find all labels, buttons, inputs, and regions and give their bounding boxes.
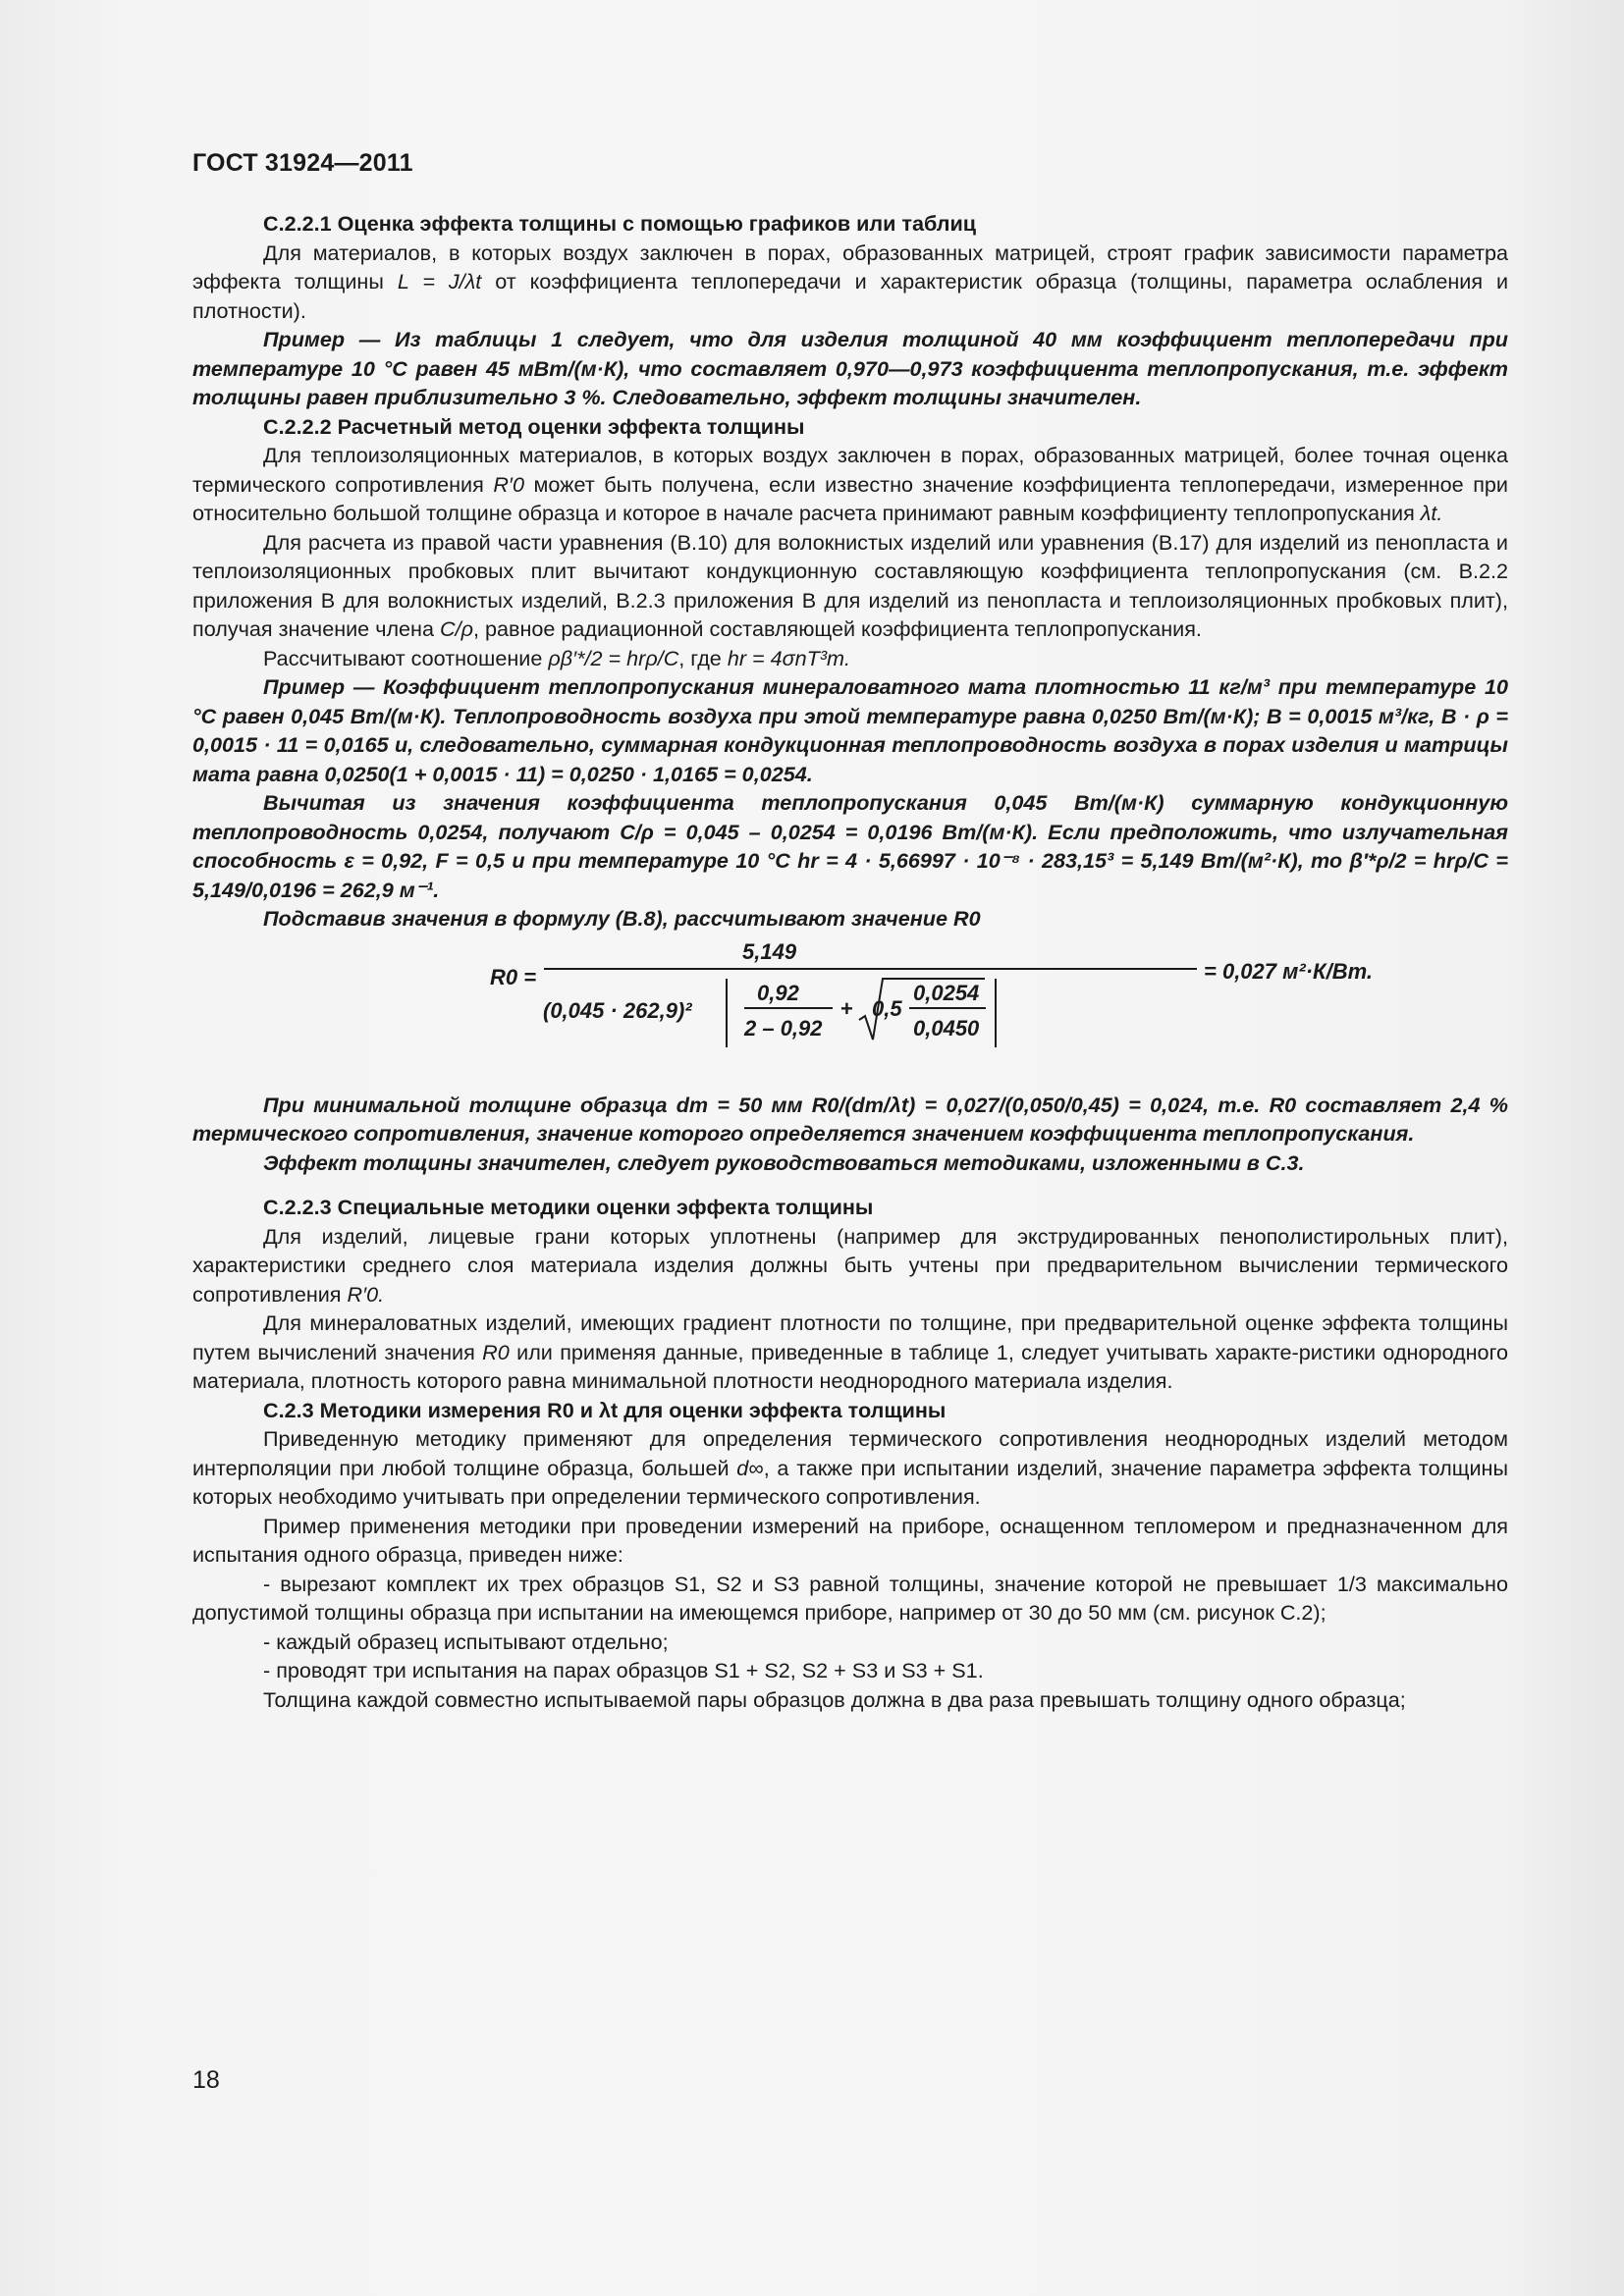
paragraph: Для изделий, лицевые грани которых уплотнены (например для экструдированных пенополистирольных плит), характеристики среднего слоя материала изделия должны быть учтены при предварительном вычислении термического сопротивления R′0.	[192, 1223, 1508, 1307]
example-paragraph: Подставив значения в формулу (В.8), рассчитывают значение R0	[263, 906, 981, 931]
formula-den-left: (0,045 · 262,9)²	[543, 997, 692, 1023]
example-paragraph: Пример — Из таблицы 1 следует, что для изделия толщиной 40 мм коэффициент теплопередачи при температуре 10 °С равен 45 мВт/(м·К), что составляет 0,970—0,973 коэффициента теплопропускания, т.е. эффект толщины равен приблизительно 3 %. Следовательно, эффект толщины значителен.	[192, 327, 1508, 409]
formula-result: = 0,027 м²·К/Вт.	[1204, 958, 1373, 984]
standard-header: ГОСТ 31924—2011	[192, 149, 413, 177]
section-heading-c221: С.2.2.1 Оценка эффекта толщины с помощью графиков или таблиц	[263, 211, 977, 236]
paragraph: Для теплоизоляционных материалов, в которых воздух заключен в порах, образованных матрицей, более точная оценка термического сопротивления R′0 может быть получена, если известно значение коэффициента теплопередачи, измеренное при относительно большой толщине образца и которое в начале расчета принимают равным коэффициенту теплопропускания λt.	[192, 443, 1508, 525]
paragraph: Для материалов, в которых воздух заключен в порах, образованных матрицей, строят график зависимости параметра эффекта толщины L = J/λt от коэффициента теплопередачи и характеристик образца (толщины, параметра ослабления и плотности).	[192, 240, 1509, 323]
list-item: - вырезают комплект их трех образцов S1, S2 и S3 равной толщины, значение которой не превышает 1/3 максимально допустимой толщины образца при испытании на имеющемся приборе, например от 30 до 50 мм (см. рисунок С.2);	[192, 1571, 1508, 1625]
page-number: 18	[192, 2066, 220, 2094]
example-paragraph: Эффект толщины значителен, следует руководствоваться методиками, изложенными в С.3.	[263, 1149, 1305, 1175]
document-body	[192, 209, 1508, 1714]
sqrt-coefficient: 0,5	[872, 995, 902, 1021]
frac1-bar	[744, 1007, 833, 1009]
paragraph: Для расчета из правой части уравнения (В.10) для волокнистых изделий или уравнения (В.17) для изделий из пенопласта и теплоизоляционных пробковых плит вычитают кондукционную составляющую коэффициента теплопропускания (см. В.2.2 приложения В для волокнистых изделий, В.2.3 приложения В для изделий из пенопласта и теплоизоляционных пробковых плит), получая значение члена C/ρ, равное радиационной составляющей коэффициента теплопропускания.	[192, 529, 1508, 641]
plus-sign: +	[840, 995, 853, 1021]
frac2-numerator: 0,0254	[913, 980, 980, 1005]
frac2-bar	[909, 1007, 986, 1009]
list-item: - проводят три испытания на парах образцов S1 + S2, S2 + S3 и S3 + S1.	[263, 1658, 984, 1682]
frac1-numerator: 0,92	[757, 980, 799, 1005]
section-heading-c222: С.2.2.2 Расчетный метод оценки эффекта толщины	[263, 413, 805, 439]
example-paragraph: Пример — Коэффициент теплопропускания минераловатного мата плотностью 11 кг/м³ при температуре 10 °С равен 0,045 Вт/(м·К). Теплопроводность воздуха при этой температуре равна 0,0250 Вт/(м·К); В = 0,0015 м³/кг, В · ρ = 0,0015 · 11 = 0,0165 и, следовательно, суммарная кондукционная теплопроводность воздуха в порах изделия и матрицы мата равна 0,0250(1 + 0,0015 · 11) = 0,0250 · 1,0165 = 0,0254.	[192, 674, 1508, 786]
section-heading-c223: С.2.2.3 Специальные методики оценки эффекта толщины	[263, 1195, 874, 1219]
section-heading-c23: С.2.3 Методики измерения R0 и λt для оценки эффекта толщины	[263, 1397, 947, 1422]
example-paragraph: При минимальной толщине образца dm = 50 мм R0/(dm/λt) = 0,027/(0,050/0,45) = 0,024, т.е. R0 составляет 2,4 % термического сопротивления, значение которого определяется значением коэффициента теплопропускания.	[192, 1092, 1508, 1146]
paragraph: Рассчитывают соотношение ρβ′*/2 = hrρ/C, где hr = 4σnT³m.	[263, 645, 851, 670]
example-paragraph: Вычитая из значения коэффициента теплопропускания 0,045 Вт/(м·К) суммарную кондукционную теплопроводность 0,0254, получают С/ρ = 0,045 – 0,0254 = 0,0196 Вт/(м·К). Если предположить, что излучательная способность ε = 0,92, F = 0,5 и при температуре 10 °С hr = 4 · 5,66997 · 10⁻⁸ · 283,15³ = 5,149 Вт/(м²·К), то β′*ρ/2 = hrρ/C = 5,149/0,0196 = 262,9 м⁻¹.	[192, 790, 1508, 902]
paragraph: Для минераловатных изделий, имеющих градиент плотности по толщине, при предварительной оценке эффекта толщины путем вычислений значения R0 или применяя данные, приведенные в таблице 1, следует учитывать характе-ристики однородного материала, плотность которого равна минимальной плотности неоднородного материала изделия.	[192, 1310, 1508, 1393]
fraction-bar	[544, 968, 1197, 970]
frac2-denominator: 0,0450	[913, 1015, 980, 1041]
formula-numerator: 5,149	[742, 938, 797, 964]
paragraph: Приведенную методику применяют для определения термического сопротивления неоднородных изделий методом интерполяции при любой толщине образца, большей d∞, а также при испытании изделий, значение параметра эффекта толщины которых необходимо учитывать при определении термического сопротивления.	[192, 1426, 1508, 1509]
formula-lhs: R0 =	[490, 964, 537, 989]
paragraph: Пример применения методики при проведении измерений на приборе, оснащенном тепломером и предназначенном для испытания одного образца, приведен ниже:	[192, 1513, 1508, 1567]
paragraph: Толщина каждой совместно испытываемой пары образцов должна в два раза превышать толщину одного образца;	[263, 1686, 1406, 1712]
frac1-denominator: 2 – 0,92	[744, 1015, 823, 1041]
list-item: - каждый образец испытывают отдельно;	[263, 1629, 669, 1654]
formula-r0	[192, 937, 1508, 1051]
